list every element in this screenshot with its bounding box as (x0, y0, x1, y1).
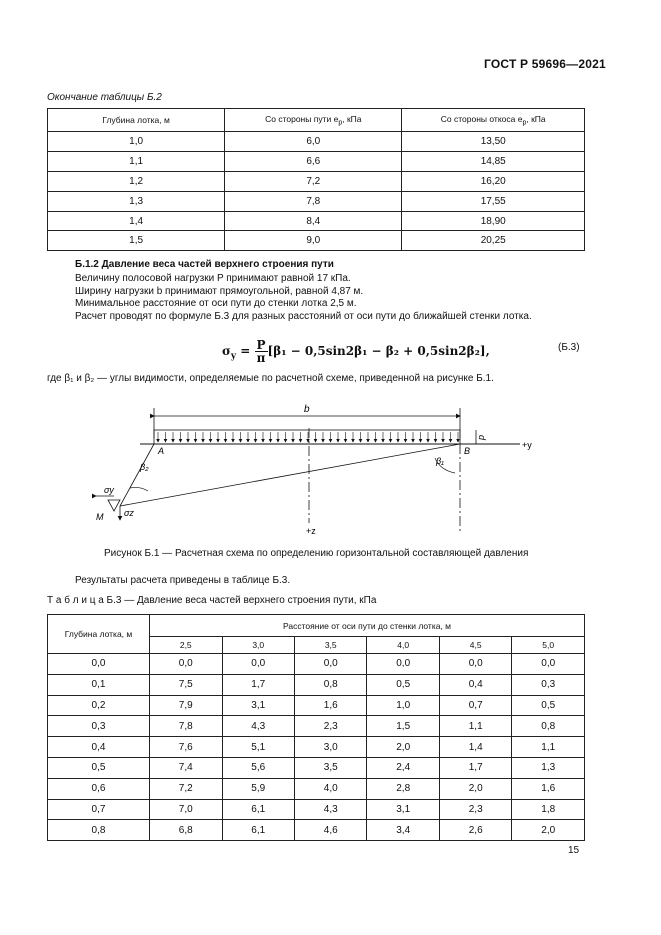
table-b3-col-distance: Расстояние от оси пути до стенки лотка, м (150, 615, 585, 637)
figure-caption: Рисунок Б.1 — Расчетная схема по определению горизонтальной составляющей давления (104, 548, 529, 559)
section-line-1: Величину полосовой нагрузки P принимают равной 17 кПа. (75, 273, 351, 284)
table-cell: 0,7 (439, 695, 511, 716)
table-cell: 6,1 (222, 799, 294, 820)
table-b2-col-depth: Глубина лотка, м (48, 109, 225, 132)
results-text: Результаты расчета приведены в таблице Б.3. (75, 575, 291, 586)
table-cell: 1,3 (512, 757, 585, 778)
table-row (48, 171, 585, 191)
label-B: B (464, 446, 471, 456)
label-sigma-y: σy (104, 485, 114, 495)
table-row (48, 151, 585, 171)
table-b3-distance-header: 3,5 (294, 637, 366, 654)
section-line-4: Расчет проводят по формуле Б.3 для разных расстояний от оси пути до ближайшей стенки лотка. (75, 311, 532, 322)
label-beta1: β₁ (436, 456, 444, 466)
table-cell: 7,4 (150, 757, 222, 778)
table-row (48, 799, 585, 820)
table-row (48, 737, 585, 758)
table-row (48, 191, 585, 211)
table-row (48, 716, 585, 737)
table-cell: 18,90 (402, 211, 585, 231)
page-number: 15 (568, 845, 580, 856)
table-cell: 2,0 (367, 737, 439, 758)
point-M-symbol (108, 500, 120, 511)
table-cell: 0,0 (367, 654, 439, 675)
table-cell: 6,8 (150, 820, 222, 841)
table-cell: 0,3 (48, 716, 150, 737)
table-cell: 3,5 (294, 757, 366, 778)
table-cell: 0,8 (512, 716, 585, 737)
table-cell: 0,4 (439, 674, 511, 695)
table-cell: 14,85 (402, 151, 585, 171)
table-row (48, 820, 585, 841)
table-cell: 1,6 (512, 778, 585, 799)
label-b: b (304, 404, 310, 415)
table-b2 (47, 108, 585, 251)
table-cell: 0,1 (48, 674, 150, 695)
table-cell: 6,1 (222, 820, 294, 841)
table-cell: 6,0 (225, 132, 402, 152)
label-p: p (476, 434, 486, 440)
label-y: +y (522, 440, 532, 450)
table-cell: 2,0 (512, 820, 585, 841)
table-cell: 1,8 (512, 799, 585, 820)
table-cell: 0,8 (294, 674, 366, 695)
table-b3-distance-header: 4,5 (439, 637, 511, 654)
table-cell: 9,0 (225, 231, 402, 251)
table-cell: 0,5 (48, 757, 150, 778)
label-M: M (96, 512, 104, 522)
table-row (48, 674, 585, 695)
table-b2-col-track: Со стороны пути $e_р$, кПа (225, 109, 402, 132)
ray-to-B (120, 444, 460, 506)
table-row (48, 695, 585, 716)
table-cell: 20,25 (402, 231, 585, 251)
table-cell: 3,4 (367, 820, 439, 841)
load-strip (154, 430, 460, 444)
formula-b3: $\sigma_y$ = $\frac{P}{\pi}$ [β₁ − 0,5sin2β₁ − β₂ + 0,5sin2β₂], (222, 338, 490, 365)
formula-number: (Б.3) (558, 342, 580, 353)
where-explanation: где β₁ и β₂ — углы видимости, определяемые по расчетной схеме, приведенной на рисунке Б.1. (47, 373, 494, 384)
table-cell: 0,4 (48, 737, 150, 758)
table-cell: 7,6 (150, 737, 222, 758)
table-cell: 0,0 (150, 654, 222, 675)
table-row (48, 211, 585, 231)
label-beta2: β₂ (140, 462, 149, 472)
table-cell: 7,8 (150, 716, 222, 737)
table-cell: 0,0 (48, 654, 150, 675)
table-cell: 2,4 (367, 757, 439, 778)
table-cell: 7,9 (150, 695, 222, 716)
table-cell: 2,3 (439, 799, 511, 820)
table-b3-distance-header: 5,0 (512, 637, 585, 654)
table-cell: 17,55 (402, 191, 585, 211)
section-line-3: Минимальное расстояние от оси пути до стенки лотка 2,5 м. (75, 298, 357, 309)
table-cell: 1,7 (222, 674, 294, 695)
table-cell: 1,5 (48, 231, 225, 251)
table-cell: 7,2 (225, 171, 402, 191)
table-cell: 1,4 (48, 211, 225, 231)
table-cell: 0,0 (222, 654, 294, 675)
table-cell: 0,3 (512, 674, 585, 695)
section-line-2: Ширину нагрузки b принимают прямоугольной, равной 4,87 м. (75, 286, 364, 297)
table-cell: 1,7 (439, 757, 511, 778)
table-b3 (47, 614, 585, 841)
standard-designation: ГОСТ Р 59696—2021 (484, 57, 606, 71)
table-cell: 1,1 (48, 151, 225, 171)
table-cell: 1,3 (48, 191, 225, 211)
label-A: A (158, 446, 165, 456)
table-cell: 4,3 (222, 716, 294, 737)
table-cell: 13,50 (402, 132, 585, 152)
table-cell: 4,6 (294, 820, 366, 841)
table-b3-distance-header: 3,0 (222, 637, 294, 654)
table-cell: 6,6 (225, 151, 402, 171)
table-cell: 1,4 (439, 737, 511, 758)
label-z: +z (306, 526, 316, 536)
table-cell: 2,3 (294, 716, 366, 737)
table-cell: 1,0 (48, 132, 225, 152)
table-row (48, 654, 585, 675)
table-cell: 0,6 (48, 778, 150, 799)
table-cell: 0,8 (48, 820, 150, 841)
table-cell: 1,0 (367, 695, 439, 716)
table-cell: 16,20 (402, 171, 585, 191)
figure-b1-diagram (80, 398, 550, 538)
table-cell: 5,1 (222, 737, 294, 758)
table-cell: 4,3 (294, 799, 366, 820)
table-cell: 1,2 (48, 171, 225, 191)
table-b2-header-row (48, 109, 585, 132)
load-arrows (158, 432, 458, 442)
table-cell: 7,8 (225, 191, 402, 211)
table-cell: 2,6 (439, 820, 511, 841)
table-cell: 3,1 (367, 799, 439, 820)
table-b2-col-slope: Со стороны откоса $e_р$, кПа (402, 109, 585, 132)
table-cell: 1,5 (367, 716, 439, 737)
table-cell: 0,0 (512, 654, 585, 675)
table-cell: 7,0 (150, 799, 222, 820)
table-row (48, 778, 585, 799)
table-b3-col-depth: Глубина лотка, м (48, 615, 150, 654)
table-b3-distance-header: 4,0 (367, 637, 439, 654)
table-row (48, 132, 585, 152)
table-cell: 4,0 (294, 778, 366, 799)
table-row (48, 757, 585, 778)
table-cell: 7,2 (150, 778, 222, 799)
ray-to-A (120, 444, 154, 506)
table-cell: 2,8 (367, 778, 439, 799)
table-cell: 3,0 (294, 737, 366, 758)
table-cell: 1,6 (294, 695, 366, 716)
table-b3-caption: Т а б л и ц а Б.3 — Давление веса частей верхнего строения пути, кПа (47, 595, 377, 606)
table-cell: 3,1 (222, 695, 294, 716)
table-cell: 1,1 (512, 737, 585, 758)
table-cell: 0,7 (48, 799, 150, 820)
table-cell: 0,5 (512, 695, 585, 716)
table-cell: 5,9 (222, 778, 294, 799)
table-cell: 0,0 (294, 654, 366, 675)
section-heading: Б.1.2 Давление веса частей верхнего строения пути (75, 259, 334, 270)
table-cell: 5,6 (222, 757, 294, 778)
table-b3-distance-header: 2,5 (150, 637, 222, 654)
table-cell: 7,5 (150, 674, 222, 695)
table-row (48, 231, 585, 251)
table-cell: 2,0 (439, 778, 511, 799)
table-cell: 0,0 (439, 654, 511, 675)
table-cell: 0,5 (367, 674, 439, 695)
table-b2-caption: Окончание таблицы Б.2 (47, 92, 162, 103)
table-cell: 8,4 (225, 211, 402, 231)
label-sigma-z: σz (124, 508, 134, 518)
table-cell: 1,1 (439, 716, 511, 737)
table-cell: 0,2 (48, 695, 150, 716)
